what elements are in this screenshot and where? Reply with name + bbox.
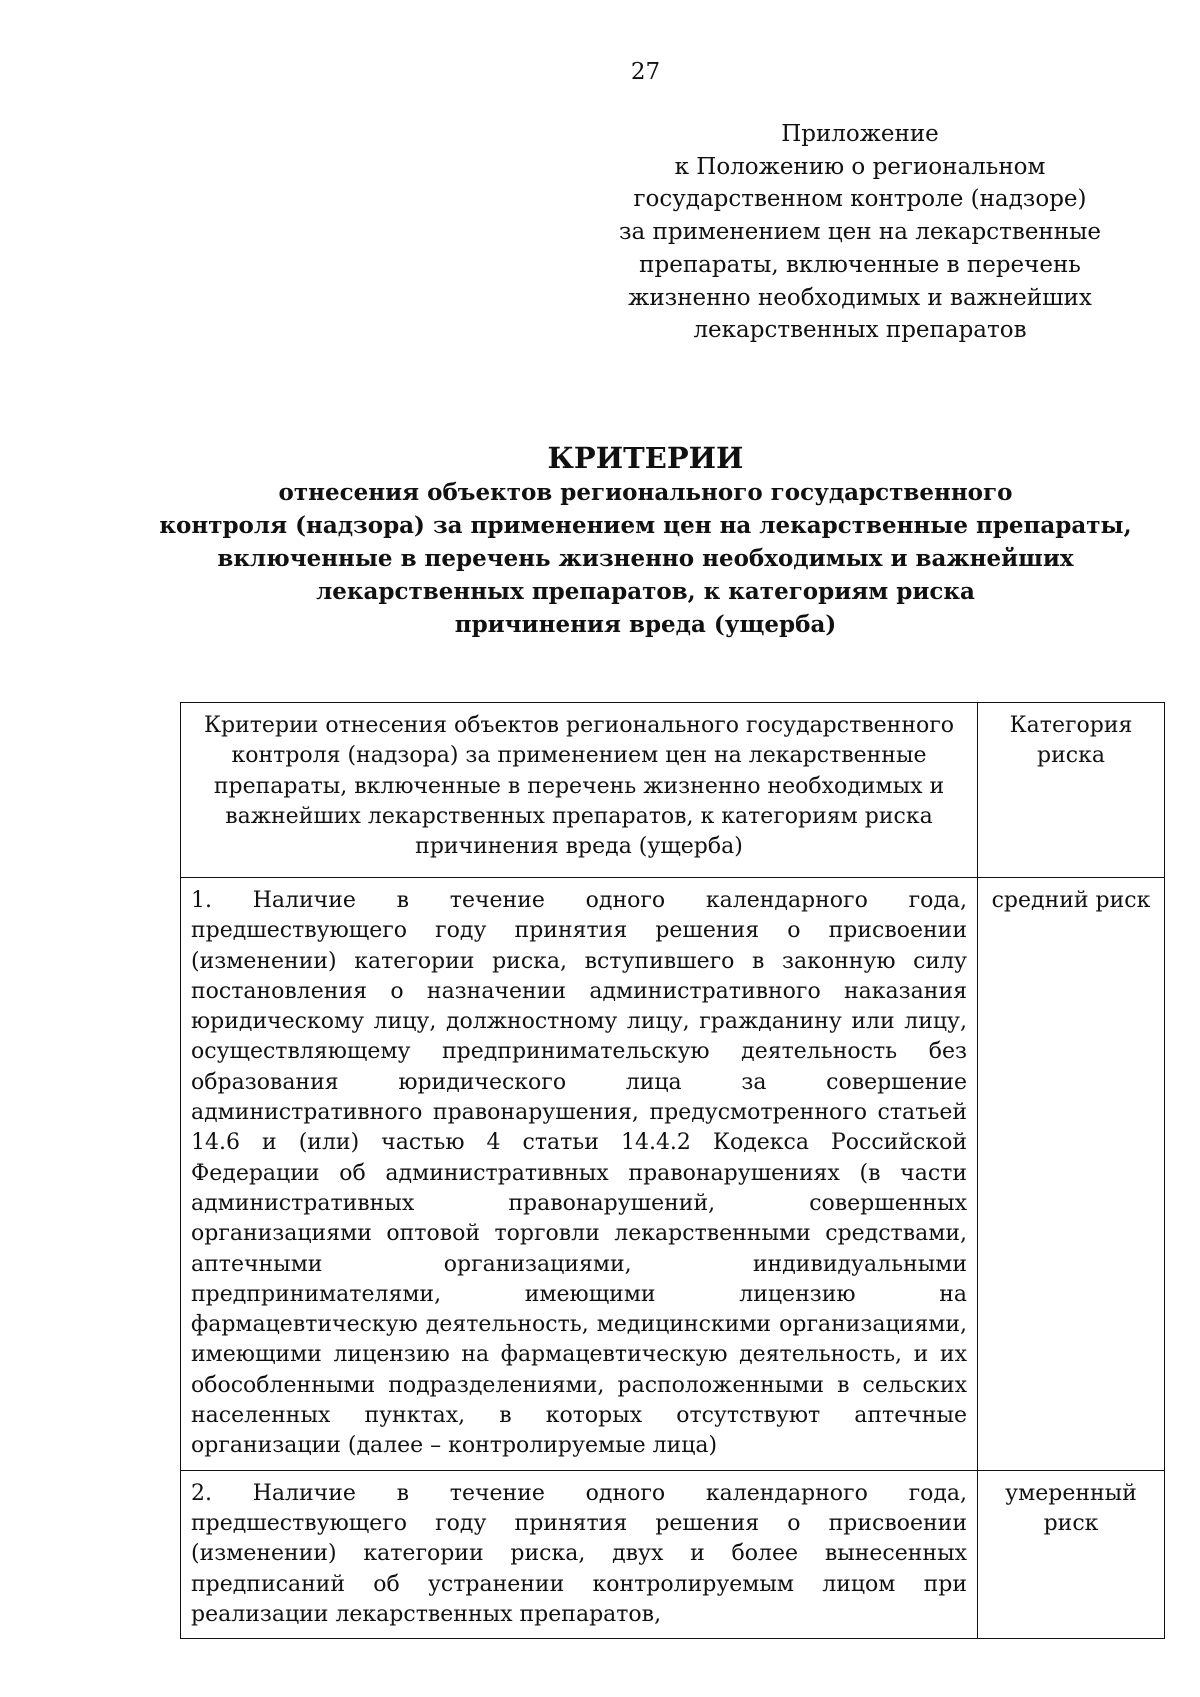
- page-number: 27: [630, 59, 661, 85]
- document-title: КРИТЕРИИ: [547, 441, 744, 475]
- criteria-cell: 2. Наличие в течение одного календарного года, предшествующего году принятия решения о присвоении (изменении) категории риска, двух и более вынесенных предписаний об устранении контролируемым лицом при реализации лекарственных препаратов,: [181, 1470, 978, 1638]
- criteria-cell: 1. Наличие в течение одного календарного года, предшествующего году принятия решения о присвоении (изменении) категории риска, вступившего в законную силу постановления о назначении административного наказания юридическому лицу, должностному лицу, гражданину или лицу, осуществляющему предпринимательскую деятельность без образования юридического лица за совершение административного правонарушения, предусмотренного статьей 14.6 и (или) частью 4 статьи 14.4.2 Кодекса Российской Федерации об административных правонарушениях (в части административных правонарушений, совершенных организациями оптовой торговли лекарственными средствами, аптечными организациями, индивидуальными предпринимателями, имеющими лицензию на фармацевтическую деятельность, медицинскими организациями, имеющими лицензию на фармацевтическую деятельность, и их обособленными подразделениями, расположенными в сельских населенных пунктах, в которых отсутствуют аптечные организации (далее – контролируемые лица): [181, 878, 978, 1471]
- subtitle-line: отнесения объектов регионального государственного: [278, 479, 1013, 506]
- appendix-line: препараты, включенные в перечень: [639, 251, 1081, 278]
- appendix-line: государственном контроле (надзоре): [633, 186, 1087, 213]
- subtitle-line: контроля (надзора) за применением цен на лекарственные препараты,: [159, 512, 1132, 539]
- appendix-line: лекарственных препаратов: [693, 317, 1027, 344]
- header-line: важнейших лекарственных препаратов, к категориям риска: [225, 803, 933, 829]
- subtitle-line: лекарственных препаратов, к категориям риска: [316, 578, 975, 605]
- criteria-table: [180, 702, 1165, 1639]
- document-subtitle: [130, 476, 1161, 641]
- risk-category-line: средний риск: [991, 888, 1151, 913]
- risk-category-line: риск: [1043, 1510, 1099, 1536]
- subtitle-line: включенные в перечень жизненно необходимых и важнейших: [217, 545, 1074, 572]
- header-line: Критерии отнесения объектов регионального государственного: [203, 713, 955, 738]
- appendix-block: [610, 118, 1110, 347]
- appendix-line: к Положению о региональном: [674, 153, 1046, 180]
- header-criteria-cell: [181, 703, 978, 878]
- header-line: Категория: [1009, 713, 1133, 738]
- table-row: [181, 1470, 1165, 1638]
- risk-category-line: умеренный: [1005, 1480, 1137, 1506]
- table-header-row: [181, 703, 1165, 878]
- table-row: [181, 878, 1165, 1471]
- appendix-line: Приложение: [781, 121, 939, 147]
- header-line: причинения вреда (ущерба): [415, 834, 743, 860]
- risk-category-cell: [978, 878, 1165, 1471]
- risk-category-cell: [978, 1470, 1165, 1638]
- header-line: риска: [1037, 743, 1105, 769]
- appendix-line: за применением цен на лекарственные: [618, 219, 1102, 246]
- appendix-line: жизненно необходимых и важнейших: [628, 284, 1092, 311]
- subtitle-line: причинения вреда (ущерба): [454, 611, 837, 638]
- header-line: контроля (надзора) за применением цен на лекарственные: [231, 743, 927, 769]
- header-category-cell: [978, 703, 1165, 878]
- header-line: препараты, включенные в перечень жизненно необходимых и: [213, 773, 945, 799]
